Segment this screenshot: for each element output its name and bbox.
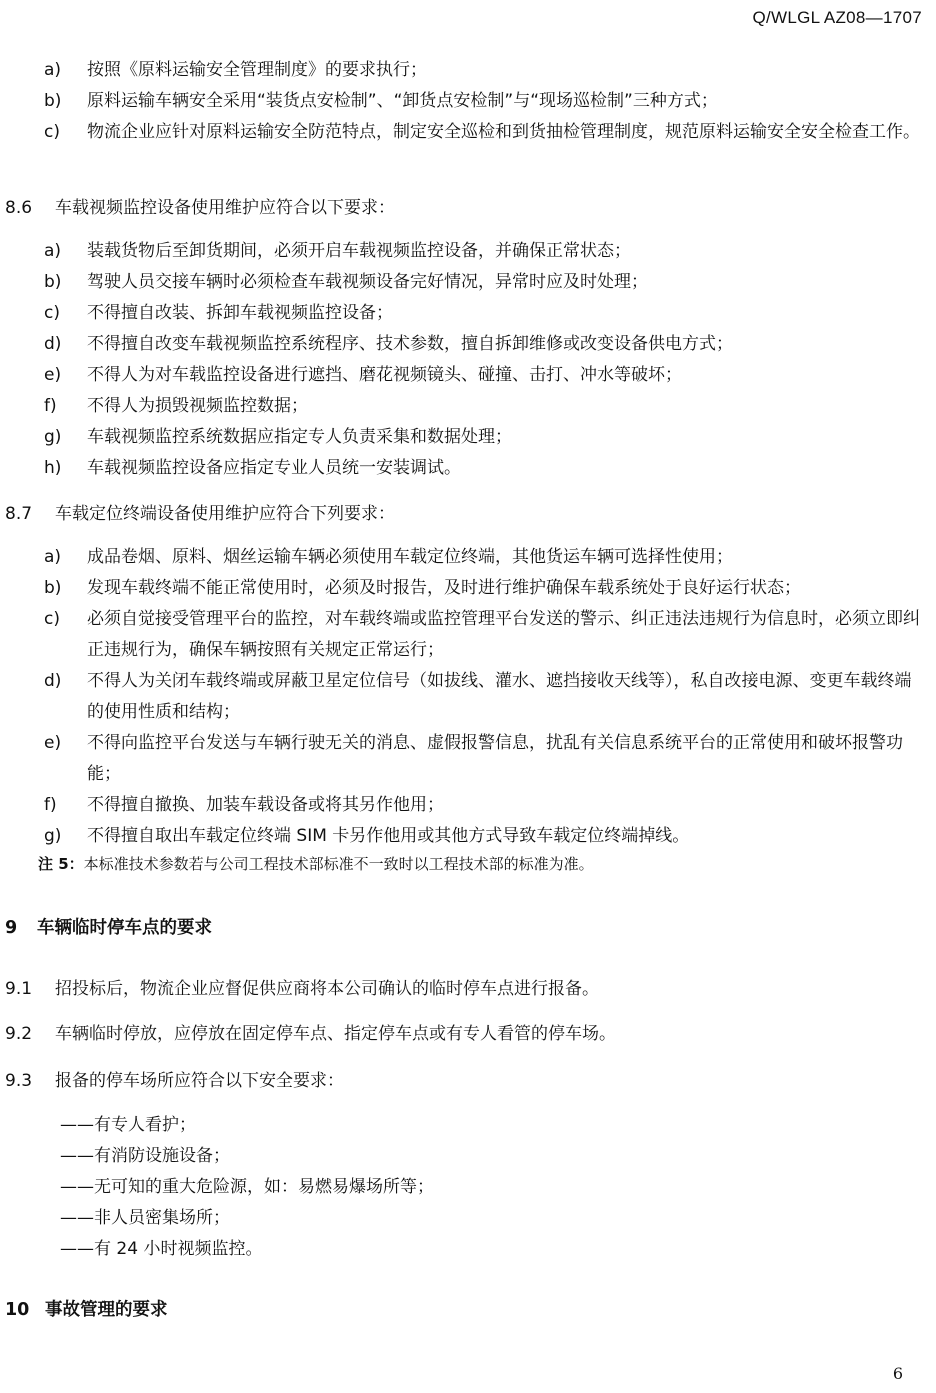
item-label: b) — [44, 578, 62, 598]
item-label: f) — [44, 795, 57, 815]
section-title: 车辆临时停车点的要求 — [37, 918, 212, 938]
section-title: 事故管理的要求 — [45, 1300, 168, 1320]
section-number: 9 — [5, 918, 18, 938]
clause-text: 招投标后，物流企业应督促供应商将本公司确认的临时停车点进行报备。 — [55, 979, 599, 999]
item-text: 发现车载终端不能正常使用时，必须及时报告，及时进行维护确保车载系统处于良好运行状态； — [87, 578, 801, 598]
section-heading-10 — [5, 1296, 168, 1324]
clause-heading-8-6 — [5, 194, 925, 222]
note-text: 本标准技术参数若与公司工程技术部标准不一致时以工程技术部的标准为准。 — [83, 855, 594, 873]
list-item — [44, 117, 924, 148]
list-item — [44, 329, 924, 360]
list-item — [44, 728, 924, 790]
item-label: b) — [44, 272, 62, 292]
item-text: 装载货物后至卸货期间，必须开启车载视频监控设备，并确保正常状态； — [87, 241, 631, 261]
note-5 — [38, 852, 594, 876]
list-item — [44, 573, 924, 604]
item-label: f) — [44, 396, 57, 416]
list-item — [44, 236, 924, 267]
item-text: 不得人为损毁视频监控数据； — [87, 396, 308, 416]
clause-number: 9.3 — [5, 1071, 33, 1091]
item-label: g) — [44, 826, 62, 846]
list-item — [44, 55, 924, 86]
clause-number: 9.1 — [5, 979, 33, 999]
clause-number: 9.2 — [5, 1024, 33, 1044]
item-text: 不得人为关闭车载终端或屏蔽卫星定位信号（如拔线、灌水、遮挡接收天线等），私自改接电源、变更车载终端的使用性质和结构； — [87, 671, 912, 722]
clause-text: 报备的停车场所应符合以下安全要求： — [55, 1071, 344, 1091]
item-text: 原料运输车辆安全采用“装货点安检制”、“卸货点安检制”与“现场巡检制”三种方式； — [87, 91, 718, 111]
item-label: c) — [44, 609, 60, 629]
item-text: 不得擅自撤换、加装车载设备或将其另作他用； — [87, 795, 444, 815]
item-label: c) — [44, 303, 60, 323]
item-text: 车载视频监控系统数据应指定专人负责采集和数据处理； — [87, 427, 512, 447]
item-label: a) — [44, 547, 62, 567]
item-label: e) — [44, 733, 62, 753]
section-heading-9 — [5, 914, 212, 942]
document-code: Q/WLGL AZ08—1707 — [752, 8, 922, 27]
clause-9-1 — [5, 975, 925, 1003]
item-label: a) — [44, 241, 62, 261]
item-text: 驾驶人员交接车辆时必须检查车载视频设备完好情况，异常时应及时处理； — [87, 272, 648, 292]
item-text: 不得向监控平台发送与车辆行驶无关的消息、虚假报警信息，扰乱有关信息系统平台的正常使用和破坏报警功能； — [87, 733, 903, 784]
clause-number: 8.6 — [5, 198, 33, 218]
list-item — [44, 666, 924, 728]
dash-item: ——无可知的重大危险源，如：易燃易爆场所等； — [60, 1177, 434, 1197]
item-label: a) — [44, 60, 62, 80]
item-text: 必须自觉接受管理平台的监控，对车载终端或监控管理平台发送的警示、纠正违法违规行为信息时，必须立即纠正违规行为，确保车辆按照有关规定正常运行； — [87, 609, 920, 660]
list-item — [44, 790, 924, 821]
list-item — [44, 604, 924, 666]
item-label: b) — [44, 91, 62, 111]
item-text: 不得擅自改变车载视频监控系统程序、技术参数，擅自拆卸维修或改变设备供电方式； — [87, 334, 733, 354]
item-label: h) — [44, 458, 62, 478]
clause-9-2 — [5, 1020, 925, 1048]
item-text: 物流企业应针对原料运输安全防范特点，制定安全巡检和到货抽检管理制度，规范原料运输安全安全检查工作。 — [87, 122, 920, 142]
section-number: 10 — [5, 1300, 30, 1320]
item-text: 成品卷烟、原料、烟丝运输车辆必须使用车载定位终端，其他货运车辆可选择性使用； — [87, 547, 733, 567]
clause-title: 车载定位终端设备使用维护应符合下列要求： — [55, 504, 395, 524]
clause-title: 车载视频监控设备使用维护应符合以下要求： — [55, 198, 395, 218]
dash-item: ——有专人看护； — [60, 1115, 196, 1135]
list-item — [44, 821, 924, 852]
list-item — [44, 453, 924, 484]
item-text: 按照《原料运输安全管理制度》的要求执行； — [87, 60, 427, 80]
clause-heading-8-7 — [5, 500, 925, 528]
list-item — [44, 298, 924, 329]
item-text: 不得人为对车载监控设备进行遮挡、磨花视频镜头、碰撞、击打、冲水等破坏； — [87, 365, 682, 385]
list-item — [44, 422, 924, 453]
item-label: d) — [44, 671, 62, 691]
list-item — [44, 360, 924, 391]
item-text: 车载视频监控设备应指定专业人员统一安装调试。 — [87, 458, 461, 478]
item-label: d) — [44, 334, 62, 354]
item-text: 不得擅自取出车载定位终端 SIM 卡另作他用或其他方式导致车载定位终端掉线。 — [87, 826, 690, 846]
item-label: e) — [44, 365, 62, 385]
note-label: 注 5： — [38, 855, 84, 873]
dash-item: ——非人员密集场所； — [60, 1208, 230, 1228]
list-item — [44, 542, 924, 573]
item-text: 不得擅自改装、拆卸车载视频监控设备； — [87, 303, 393, 323]
clause-9-3 — [5, 1067, 925, 1095]
item-label: c) — [44, 122, 60, 142]
dash-item: ——有消防设施设备； — [60, 1146, 230, 1166]
list-item — [44, 86, 924, 117]
list-item — [44, 267, 924, 298]
page-number: 6 — [892, 1364, 903, 1383]
list-item — [44, 391, 924, 422]
item-label: g) — [44, 427, 62, 447]
clause-text: 车辆临时停放，应停放在固定停车点、指定停车点或有专人看管的停车场。 — [55, 1024, 616, 1044]
clause-number: 8.7 — [5, 504, 33, 524]
dash-item: ——有 24 小时视频监控。 — [60, 1239, 263, 1259]
